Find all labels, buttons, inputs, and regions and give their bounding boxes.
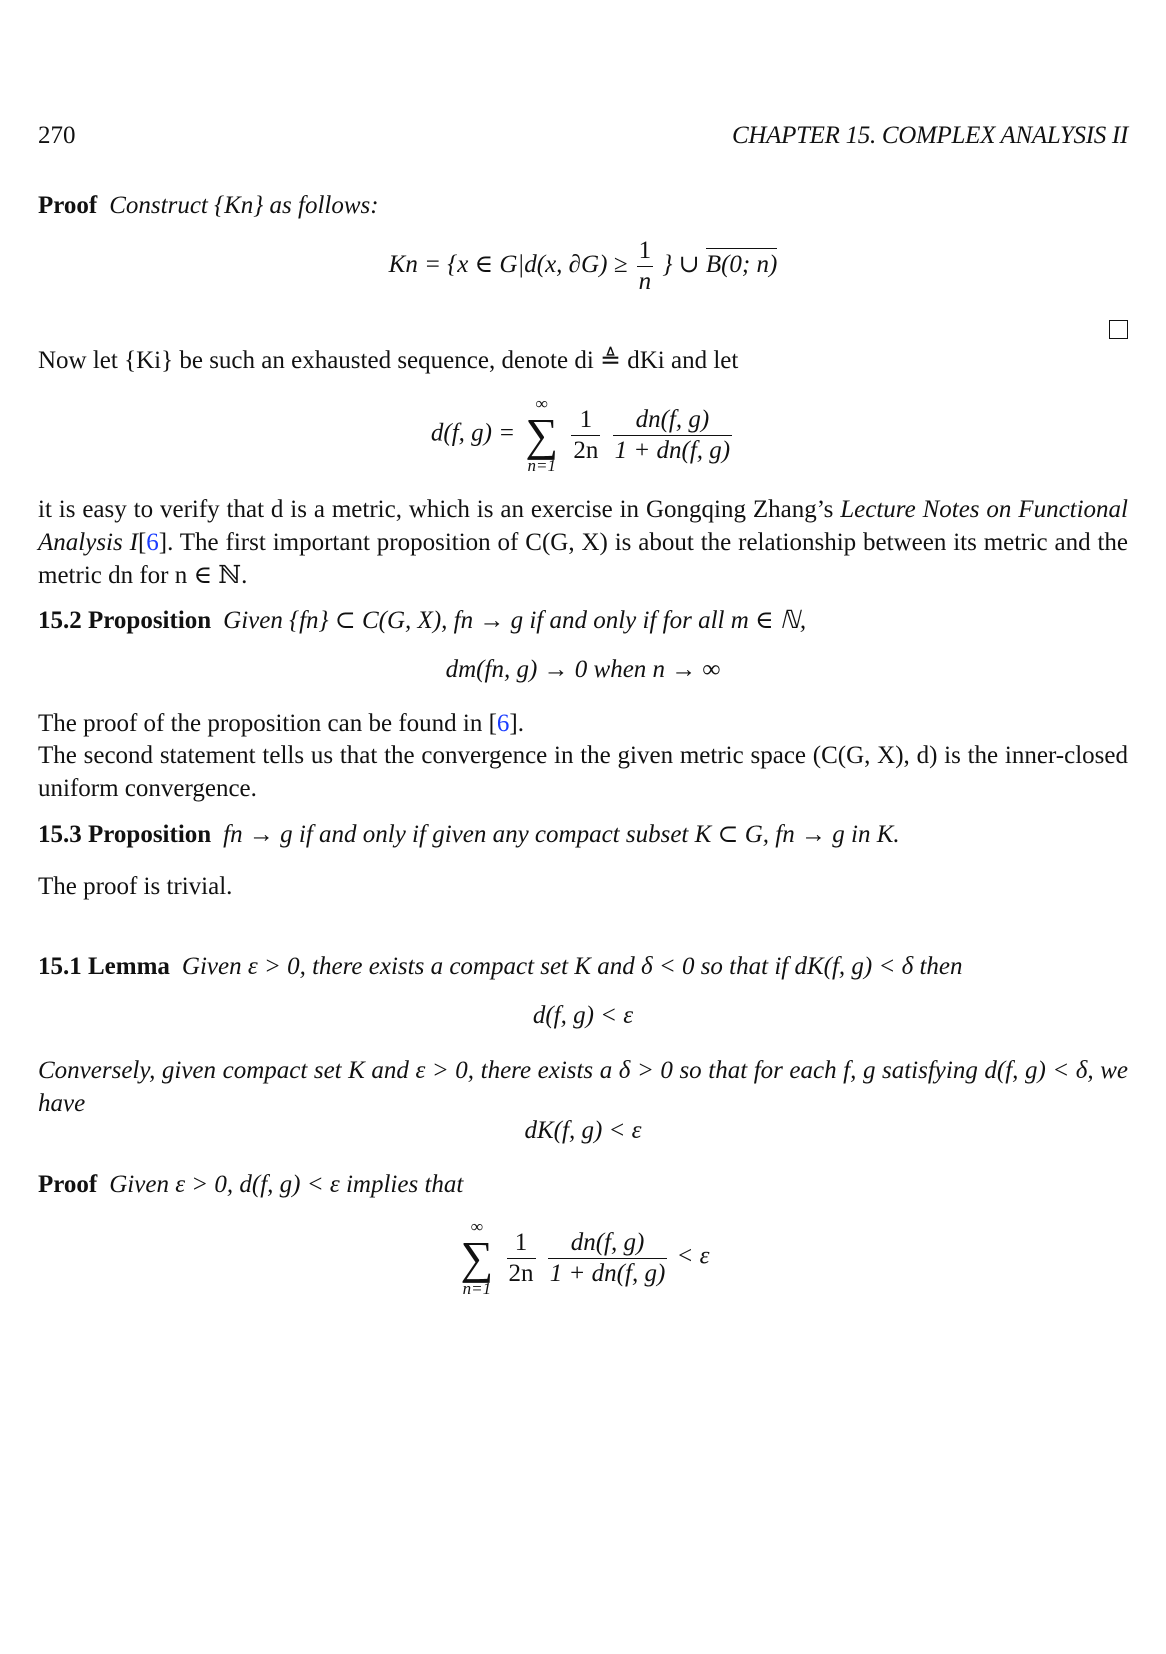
paragraph-exhausted-sequence: Now let {Ki} be such an exhausted sequence, denote di ≜ dKi and let [38, 347, 739, 374]
equation-metric: d(f, g) = ∞ ∑ n=1 $\frac{1}{2n}$ $\frac{dn(f, g)}{1 + dn(f, g)}$ [430, 394, 731, 475]
fraction-one-over-two-n: $\frac{1}{2n}$ [573, 405, 599, 464]
summation: ∞ ∑ n=1 [460, 1217, 494, 1298]
summation: ∞ ∑ n=1 [525, 394, 559, 475]
lemma-15-1: 15.1 Lemma Given ε > 0, there exists a compact set K and δ < 0 so that if dK(f, g) < δ then [38, 953, 963, 980]
book-title: Lecture Notes on Functional Analysis I [38, 496, 1129, 556]
proof-text: Construct {Kn} as follows: [109, 192, 379, 219]
equation-final: ∞ ∑ n=1 $\frac{1}{2n}$ $\frac{dn(f, g)}{1 + dn(f, g)}$ < ε [460, 1217, 710, 1298]
paragraph-verify-metric: it is easy to verify that d is a metric, which is an exercise in Gongqing Zhang’s Lecture Notes on Functional Analysis I[6]. The first important proposition of C(G, X) is about the relationship between its metric and the metric dn for n ∈ ℕ. [38, 496, 1129, 589]
paragraph-trivial: The proof is trivial. [38, 873, 233, 900]
paragraph-second-statement: The second statement tells us that the convergence in the given metric space (C(G, X), d) is the inner-closed uniform convergence. [38, 742, 1128, 802]
page-number: 270 [38, 122, 76, 149]
proof-label: Proof [38, 1171, 98, 1198]
closed-ball: B(0; n) [706, 248, 778, 278]
fraction-one-over-two-n: $\frac{1}{2n}$ [508, 1228, 534, 1287]
proposition-label: 15.3 Proposition [38, 821, 212, 848]
fraction-dn: $\frac{dn(f, g)}{1 + dn(f, g)}$ [614, 405, 731, 464]
paragraph-conversely: Conversely, given compact set K and ε > 0, there exists a δ > 0 so that for each f, g satisfying d(f, g) < δ, we have [38, 1057, 1128, 1117]
equation-lemma-2: dK(f, g) < ε [524, 1117, 642, 1144]
equation-kn: Kn = {x ∈ G|d(x, ∂G) ≥ $\frac{1}{n}$ } ∪ B(0; n) [388, 237, 778, 295]
lemma-label: 15.1 Lemma [38, 953, 170, 980]
chapter-title: CHAPTER 15. COMPLEX ANALYSIS II [732, 122, 1128, 149]
proof-construct [38, 189, 1128, 222]
proof-label: Proof [38, 192, 98, 219]
proposition-15-2: 15.2 Proposition Given {fn} ⊂ C(G, X), fn → g if and only if for all m ∈ ℕ, [38, 607, 807, 634]
citation-link[interactable]: 6 [496, 710, 510, 737]
paragraph-proof-found: The proof of the proposition can be found in [6]. [38, 710, 524, 737]
fraction-dn: $\frac{dn(f, g)}{1 + dn(f, g)}$ [549, 1228, 666, 1287]
equation-lemma-1: d(f, g) < ε [532, 1002, 634, 1029]
fraction-one-over-n: $\frac{1}{n}$ [638, 237, 652, 295]
proposition-15-3: 15.3 Proposition fn → g if and only if given any compact subset K ⊂ G, fn → g in K. [38, 821, 900, 848]
proposition-label: 15.2 Proposition [38, 607, 212, 634]
citation-link[interactable]: 6 [146, 529, 159, 556]
equation-prop-15-2: dm(fn, g) → 0 when n → ∞ [445, 656, 721, 683]
proof-given-epsilon: Proof Given ε > 0, d(f, g) < ε implies that [38, 1171, 464, 1198]
qed-square-icon [1109, 320, 1128, 339]
page [38, 0, 1128, 1654]
